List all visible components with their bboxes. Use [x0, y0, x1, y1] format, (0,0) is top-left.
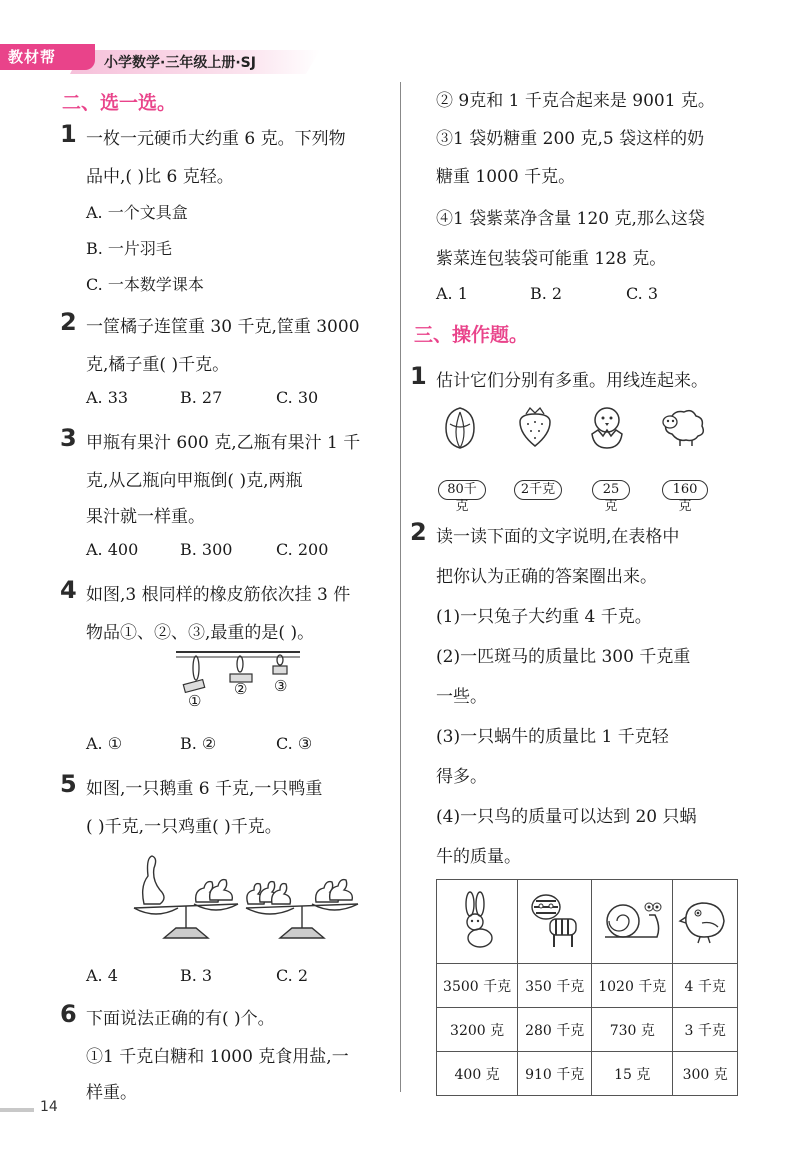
page-header	[0, 38, 320, 72]
table-cell[interactable]: 3200 克	[437, 1008, 518, 1052]
option-c: C. 一本数学课本	[86, 275, 204, 294]
strawberry-icon	[516, 406, 554, 448]
description-2: (2)一匹斑马的质量比 300 千克重	[436, 647, 691, 667]
rabbit-icon	[454, 890, 500, 950]
weight-tag: 25克	[592, 480, 630, 500]
question-text: 下面说法正确的有( )个。	[86, 1009, 275, 1029]
table-cell[interactable]: 4 千克	[673, 964, 738, 1008]
description-3-cont: 得多。	[436, 767, 487, 787]
answer-table	[436, 879, 738, 1096]
statement-4-cont: 紫菜连包装袋可能重 128 克。	[436, 249, 667, 269]
weight-tag: 160克	[662, 480, 708, 500]
option-b: B. 2	[530, 284, 563, 303]
question-text: 克,从乙瓶向甲瓶倒( )克,两瓶	[86, 471, 303, 491]
option-a: A. ①	[86, 734, 123, 753]
table-cell[interactable]: 910 千克	[518, 1052, 592, 1096]
description-1: (1)一只兔子大约重 4 千克。	[436, 607, 652, 627]
table-cell	[437, 880, 518, 964]
question-number: 4	[60, 576, 77, 604]
bird-icon	[678, 895, 732, 945]
table-cell[interactable]: 1020 千克	[592, 964, 673, 1008]
weight-tag: 2千克	[514, 480, 562, 500]
chick-icon	[586, 404, 628, 450]
option-a: A. 400	[86, 540, 139, 559]
question-text: 物品①、②、③,最重的是( )。	[86, 623, 315, 643]
statement-4: ④1 袋紫菜净含量 120 克,那么这袋	[436, 209, 705, 229]
table-cell	[518, 880, 592, 964]
question-text: ①1 千克白糖和 1000 克食用盐,一	[86, 1047, 349, 1067]
description-4-cont: 牛的质量。	[436, 847, 521, 867]
question-text: 一筐橘子连筐重 30 千克,筐重 3000	[86, 317, 360, 337]
question-text: 克,橘子重( )千克。	[86, 355, 230, 375]
option-a: A. 一个文具盒	[86, 203, 188, 222]
table-row	[437, 1008, 738, 1052]
question-text: 品中,( )比 6 克轻。	[86, 167, 234, 187]
table-cell[interactable]: 730 克	[592, 1008, 673, 1052]
description-2-cont: 一些。	[436, 687, 487, 707]
question-text: 如图,3 根同样的橡皮筋依次挂 3 件	[86, 585, 351, 605]
question-number: 3	[60, 424, 77, 452]
table-cell[interactable]: 400 克	[437, 1052, 518, 1096]
question-number: 6	[60, 1000, 77, 1028]
option-a: A. 1	[436, 284, 468, 303]
option-c: C. 2	[276, 966, 309, 985]
brand-tab	[0, 44, 95, 70]
option-c: C. ③	[276, 734, 313, 753]
table-row	[437, 1052, 738, 1096]
statement-3-cont: 糖重 1000 千克。	[436, 167, 576, 187]
question-text: 一枚一元硬币大约重 6 克。下列物	[86, 129, 346, 149]
option-c: C. 200	[276, 540, 329, 559]
question-text: 果汁就一样重。	[86, 507, 205, 527]
zebra-icon	[524, 889, 586, 951]
brand-label: 教材帮	[8, 48, 57, 66]
question-text: ( )千克,一只鸡重( )千克。	[86, 817, 282, 837]
option-b: B. 3	[180, 966, 213, 985]
column-divider	[400, 82, 401, 1092]
table-cell[interactable]: 3 千克	[673, 1008, 738, 1052]
table-cell[interactable]: 300 克	[673, 1052, 738, 1096]
table-cell	[592, 880, 673, 964]
subject-label: 小学数学·三年级上册·SJ	[104, 55, 256, 71]
table-row	[437, 880, 738, 964]
balance-scales-figure	[126, 846, 366, 946]
section-title-operate: 三、操作题。	[414, 324, 529, 346]
table-cell[interactable]: 3500 千克	[437, 964, 518, 1008]
question-number: 5	[60, 770, 77, 798]
question-number: 2	[60, 308, 77, 336]
description-3: (3)一只蜗牛的质量比 1 千克轻	[436, 727, 669, 747]
snail-icon	[599, 893, 665, 947]
table-row	[437, 964, 738, 1008]
question-number: 2	[410, 518, 427, 546]
question-text: 把你认为正确的答案圈出来。	[436, 567, 657, 587]
question-text: 估计它们分别有多重。用线连起来。	[436, 371, 708, 391]
question-text: 如图,一只鹅重 6 千克,一只鸭重	[86, 779, 323, 799]
figure-label: ②	[234, 680, 248, 698]
statement-3: ③1 袋奶糖重 200 克,5 袋这样的奶	[436, 129, 705, 149]
table-cell	[673, 880, 738, 964]
option-b: B. ②	[180, 734, 217, 753]
weight-tag: 80千克	[438, 480, 486, 500]
table-cell[interactable]: 280 千克	[518, 1008, 592, 1052]
option-b: B. 300	[180, 540, 233, 559]
table-cell[interactable]: 350 千克	[518, 964, 592, 1008]
question-text: 样重。	[86, 1083, 137, 1103]
page-number: 14	[40, 1099, 58, 1115]
option-a: A. 4	[86, 966, 118, 985]
question-text: 读一读下面的文字说明,在表格中	[436, 527, 680, 547]
sheep-icon	[658, 404, 708, 448]
table-cell[interactable]: 15 克	[592, 1052, 673, 1096]
question-number: 1	[60, 120, 77, 148]
page-number-bar	[0, 1108, 34, 1112]
option-b: B. 27	[180, 388, 223, 407]
question-text: 甲瓶有果汁 600 克,乙瓶有果汁 1 千	[86, 433, 361, 453]
option-c: C. 3	[626, 284, 659, 303]
statement-2: ② 9克和 1 千克合起来是 9001 克。	[436, 91, 715, 111]
option-a: A. 33	[86, 388, 129, 407]
option-b: B. 一片羽毛	[86, 239, 172, 258]
question-number: 1	[410, 362, 427, 390]
figure-label: ③	[274, 677, 288, 695]
section-title-choose: 二、选一选。	[62, 92, 177, 114]
cabbage-icon	[440, 404, 480, 450]
description-4: (4)一只鸟的质量可以达到 20 只蜗	[436, 807, 697, 827]
option-c: C. 30	[276, 388, 319, 407]
figure-label: ①	[188, 692, 202, 710]
